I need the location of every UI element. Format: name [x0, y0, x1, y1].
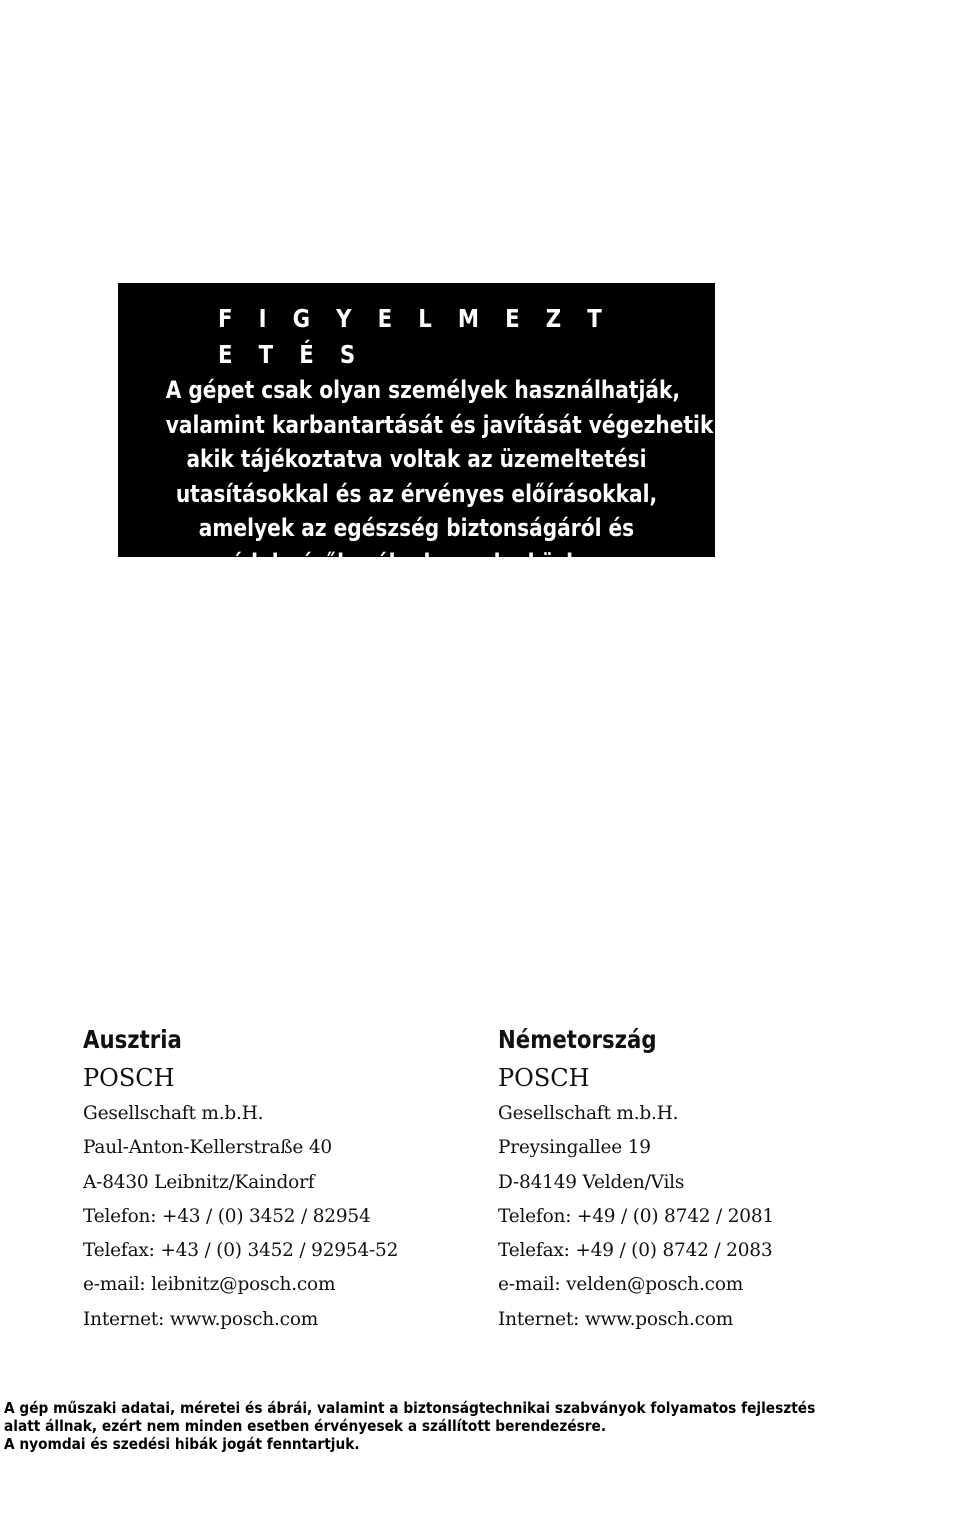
fax-number: Telefax: +43 / (0) 3452 / 92954-52	[83, 1240, 399, 1262]
postal-city: A-8430 Leibnitz/Kaindorf	[83, 1171, 315, 1193]
warning-title: F I G Y E L M E Z T E T É S	[218, 304, 612, 369]
warning-line: akik tájékoztatva voltak az üzemeltetési	[186, 445, 647, 473]
warning-line: valamint karbantartását és javítását végezhetik	[165, 410, 714, 439]
warning-line: amelyek az egészség biztonságáról és	[198, 514, 635, 542]
fax-number: Telefax: +49 / (0) 8742 / 2083	[498, 1240, 773, 1262]
phone-number: Telefon: +43 / (0) 3452 / 82954	[83, 1205, 371, 1227]
email-address: e-mail: leibnitz@posch.com	[83, 1274, 336, 1296]
company-name: POSCH	[83, 1064, 175, 1092]
warning-line: utasításokkal és az érvényes előírásokkal,	[175, 479, 658, 508]
address-austria	[83, 1020, 398, 1337]
address-germany	[498, 1020, 774, 1337]
footer-disclaimer	[4, 1399, 921, 1453]
company-name: POSCH	[498, 1064, 590, 1092]
warning-line: védelméről szólnak munka közben.	[216, 548, 617, 577]
website: Internet: www.posch.com	[498, 1308, 734, 1330]
street-address: Preysingallee 19	[498, 1137, 651, 1159]
warning-line: A gépet csak olyan személyek használhatják,	[165, 376, 681, 404]
footer-line: A nyomdai és szedési hibák jogát fenntartjuk.	[4, 1435, 360, 1453]
warning-box	[118, 283, 715, 577]
footer-line: alatt állnak, ezért nem minden esetben érvényesek a szállított berendezésre.	[4, 1417, 607, 1435]
street-address: Paul-Anton-Kellerstraße 40	[83, 1137, 332, 1159]
company-form: Gesellschaft m.b.H.	[83, 1103, 264, 1124]
phone-number: Telefon: +49 / (0) 8742 / 2081	[498, 1205, 775, 1227]
email-address: e-mail: velden@posch.com	[498, 1274, 744, 1296]
country-heading: Németország	[498, 1025, 657, 1054]
postal-city: D-84149 Velden/Vils	[498, 1171, 685, 1193]
website: Internet: www.posch.com	[83, 1308, 319, 1330]
footer-line: A gép műszaki adatai, méretei és ábrái, valamint a biztonságtechnikai szabványok folyamatos fejlesztés	[4, 1399, 816, 1417]
country-heading: Ausztria	[83, 1025, 182, 1054]
company-form: Gesellschaft m.b.H.	[498, 1103, 679, 1124]
